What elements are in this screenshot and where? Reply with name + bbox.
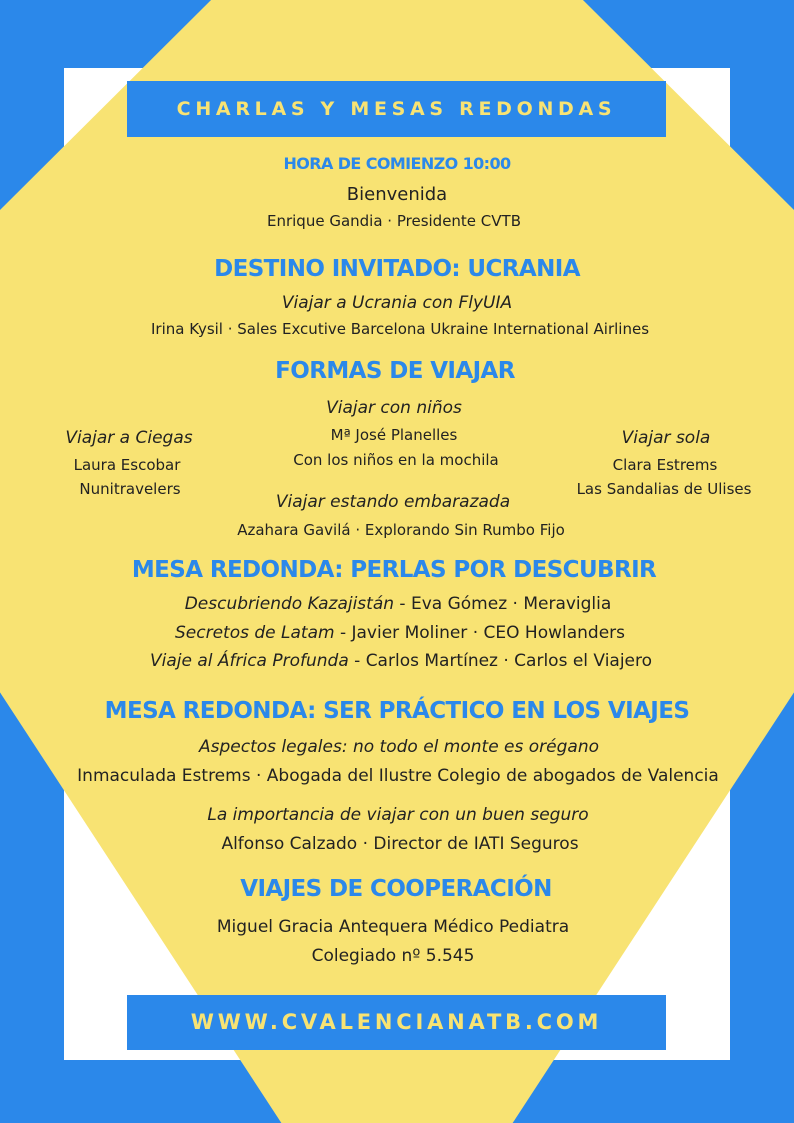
item-title: Secretos de Latam — [174, 623, 335, 643]
legal-talk-title: Aspectos legales: no todo el monte es orégano — [198, 737, 600, 757]
blind-speaker: Laura Escobar — [73, 456, 181, 474]
guest-destination-heading: DESTINO INVITADO: UCRANIA — [214, 256, 580, 282]
insurance-speaker: Alfonso Calzado · Director de IATI Seguros — [221, 834, 579, 854]
pregnant-speaker: Azahara Gavilá · Explorando Sin Rumbo Fijo — [237, 521, 565, 539]
cooperation-heading: VIAJES DE COOPERACIÓN — [240, 876, 552, 902]
item-speaker: - Javier Moliner · CEO Howlanders — [334, 623, 626, 643]
blind-org: Nunitravelers — [79, 480, 181, 498]
round-table-1-item — [150, 651, 652, 671]
cooperation-line1: Miguel Gracia Antequera Médico Pediatra — [216, 917, 570, 937]
round-table-1-item — [175, 623, 625, 643]
round-table-1-heading: MESA REDONDA: PERLAS POR DESCUBRIR — [131, 557, 657, 583]
website-link[interactable]: WWW.CVALENCIANATB.COM — [127, 995, 666, 1050]
round-table-2-heading: MESA REDONDA: SER PRÁCTICO EN LOS VIAJES — [104, 698, 690, 724]
kids-org: Con los niños en la mochila — [293, 451, 499, 469]
travel-forms-heading: FORMAS DE VIAJAR — [275, 358, 515, 384]
title-banner: CHARLAS Y MESAS REDONDAS — [127, 81, 666, 137]
guest-speaker: Irina Kysil · Sales Excutive Barcelona Ukraine International Airlines — [150, 320, 650, 338]
item-speaker: - Carlos Martínez · Carlos el Viajero — [348, 651, 653, 671]
kids-speaker: Mª José Planelles — [330, 426, 458, 444]
item-title: Descubriendo Kazajistán — [184, 594, 395, 614]
welcome-title: Bienvenida — [346, 184, 448, 205]
solo-talk-title: Viajar sola — [621, 428, 711, 448]
guest-talk-title: Viajar a Ucrania con FlyUIA — [281, 293, 513, 313]
start-time: HORA DE COMIENZO 10:00 — [283, 154, 511, 173]
blind-talk-title: Viajar a Ciegas — [65, 428, 193, 448]
item-speaker: - Eva Gómez · Meraviglia — [394, 594, 612, 614]
item-title: Viaje al África Profunda — [149, 651, 349, 671]
pregnant-talk-title: Viajar estando embarazada — [275, 492, 511, 512]
cooperation-line2: Colegiado nº 5.545 — [311, 946, 475, 966]
solo-org: Las Sandalias de Ulises — [576, 480, 752, 498]
insurance-talk-title: La importancia de viajar con un buen seguro — [207, 805, 589, 825]
legal-speaker: Inmaculada Estrems · Abogada del Ilustre Colegio de abogados de Valencia — [77, 766, 719, 786]
round-table-1-item — [185, 594, 612, 614]
kids-talk-title: Viajar con niños — [326, 398, 462, 418]
solo-speaker: Clara Estrems — [612, 456, 718, 474]
welcome-speaker: Enrique Gandia · Presidente CVTB — [266, 212, 522, 230]
